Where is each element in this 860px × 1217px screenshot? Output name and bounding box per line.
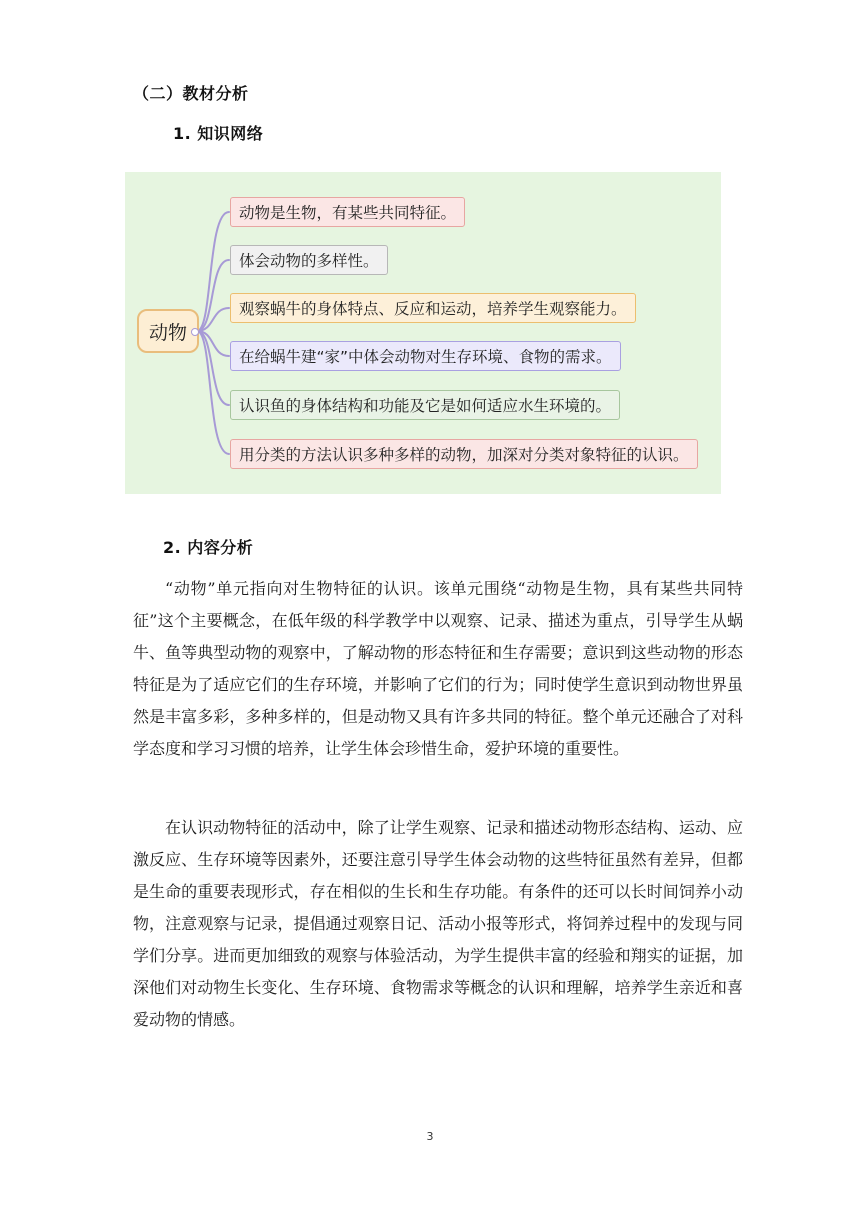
section-heading: （二）教材分析 (133, 84, 249, 103)
content-analysis-heading: 2. 内容分析 (163, 538, 254, 557)
branch-node-1: 动物是生物，有某些共同特征。 (230, 197, 465, 227)
branch-node-6: 用分类的方法认识多种多样的动物，加深对分类对象特征的认识。 (230, 439, 698, 469)
branch-node-3: 观察蜗牛的身体特点、反应和运动，培养学生观察能力。 (230, 293, 636, 323)
page-number: 3 (426, 1130, 434, 1143)
content-paragraph-2: 在认识动物特征的活动中，除了让学生观察、记录和描述动物形态结构、运动、应激反应、生存环境等因素外，还要注意引导学生体会动物的这些特征虽然有差异，但都是生命的重要表现形式，存在相似的生长和生存功能。有条件的还可以长时间饲养小动物，注意观察与记录，提倡通过观察日记、活动小报等形式，将饲养过程中的发现与同学们分享。进而更加细致的观察与体验活动，为学生提供丰富的经验和翔实的证据，加深他们对动物生长变化、生存环境、食物需求等概念的认识和理解，培养学生亲近和喜爱动物的情感。 (133, 818, 743, 1029)
branch-line-1 (197, 212, 229, 331)
branch-node-2: 体会动物的多样性。 (230, 245, 388, 275)
branch-node-5: 认识鱼的身体结构和功能及它是如何适应水生环境的。 (230, 390, 620, 420)
branch-node-4: 在给蜗牛建“家”中体会动物对生存环境、食物的需求。 (230, 341, 621, 371)
knowledge-mind-map (125, 172, 721, 494)
root-connector-dot (191, 328, 199, 336)
content-paragraph-1: “动物”单元指向对生物特征的认识。该单元围绕“动物是生物，具有某些共同特征”这个主要概念，在低年级的科学教学中以观察、记录、描述为重点，引导学生从蜗牛、鱼等典型动物的观察中，了解动物的形态特征和生存需要；意识到这些动物的形态特征是为了适应它们的生存环境，并影响了它们的行为；同时使学生意识到动物世界虽然是丰富多彩，多种多样的，但是动物又具有许多共同的特征。整个单元还融合了对科学态度和学习习惯的培养，让学生体会珍惜生命，爱护环境的重要性。 (133, 579, 743, 758)
mind-map-root-node: 动物 (137, 309, 199, 353)
knowledge-network-heading: 1. 知识网络 (173, 124, 264, 143)
branch-line-6 (197, 331, 229, 454)
